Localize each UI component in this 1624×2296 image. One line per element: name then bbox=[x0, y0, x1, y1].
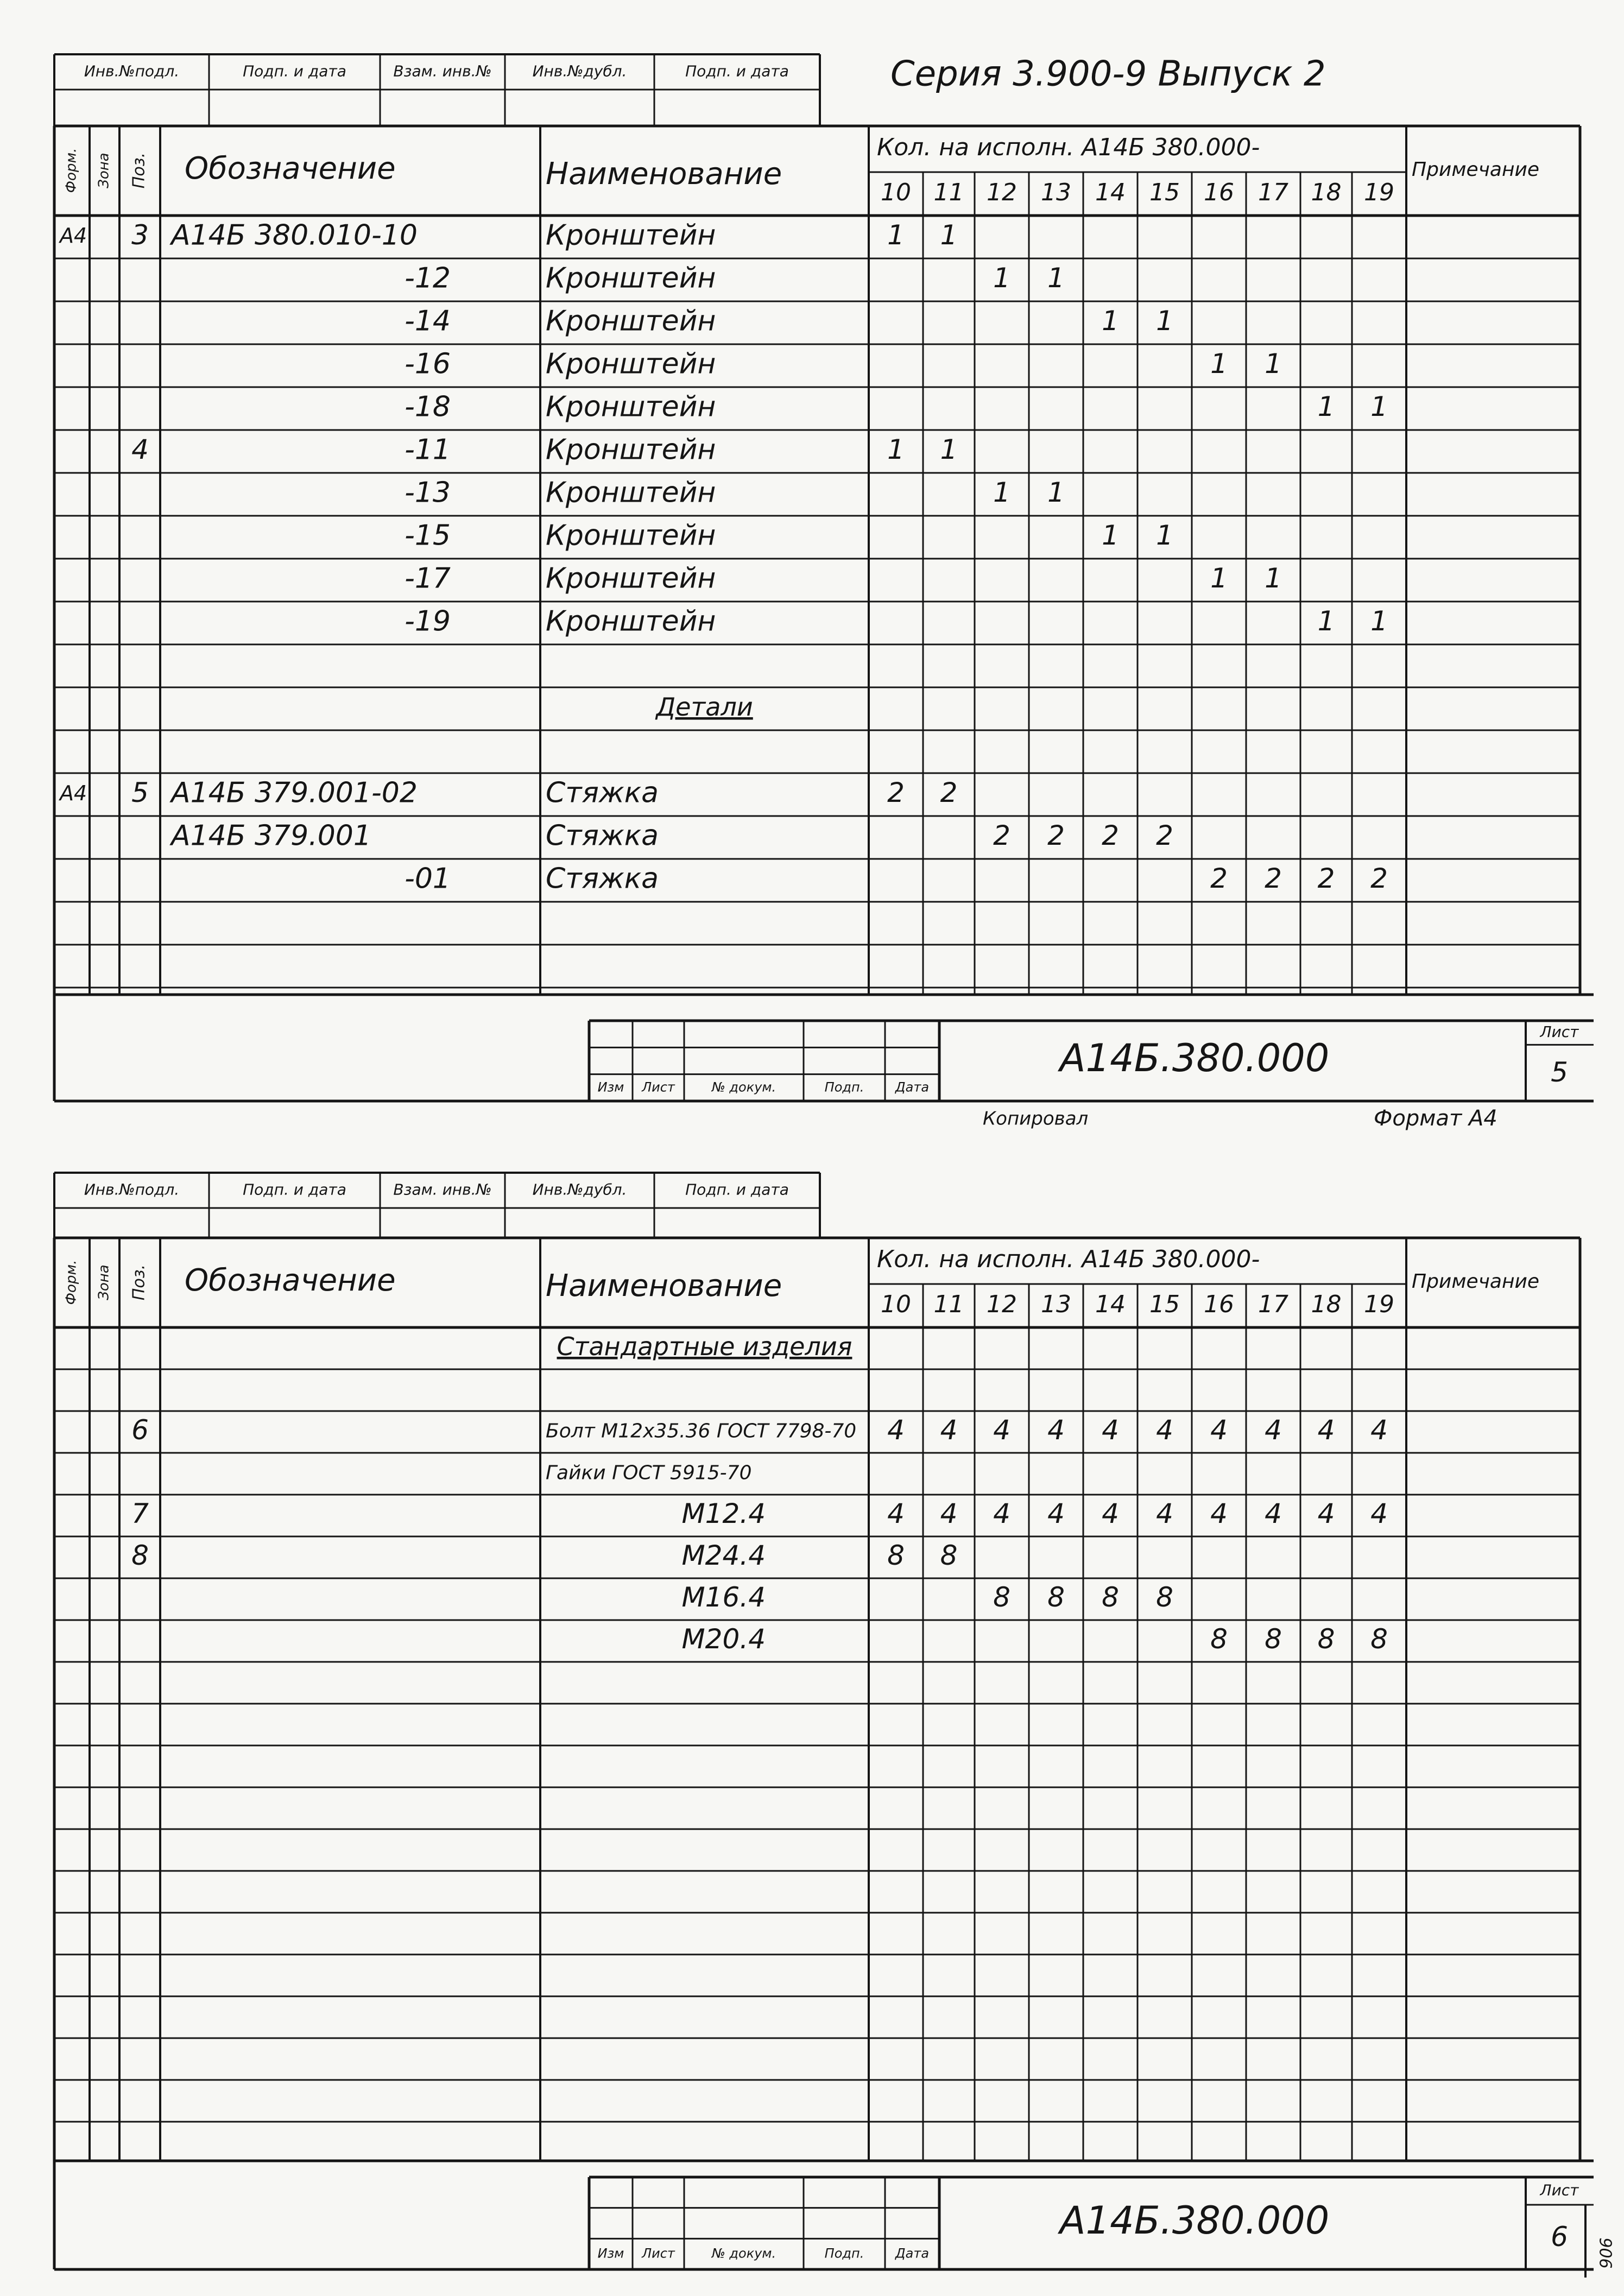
name-cell: Кронштейн bbox=[546, 476, 716, 509]
stamp-label: Взам. инв.№ bbox=[393, 1180, 492, 1199]
name-cell: Кронштейн bbox=[546, 390, 716, 423]
name-cell: М16.4 bbox=[681, 1582, 766, 1613]
header-variant-10: 10 bbox=[881, 179, 911, 206]
name-cell: Кронштейн bbox=[546, 305, 716, 338]
format-cell: А4 bbox=[60, 224, 87, 248]
header-variant-17: 17 bbox=[1258, 1291, 1288, 1318]
stamp-label: Инв.№дубл. bbox=[532, 1180, 627, 1199]
sheet-number: 6 bbox=[1551, 2221, 1568, 2253]
title-block-label: Подп. bbox=[824, 2246, 864, 2261]
stamp-label: Подп. и дата bbox=[243, 1180, 346, 1199]
name-cell: М20.4 bbox=[681, 1623, 766, 1655]
qty-cell: 2 bbox=[1047, 820, 1065, 851]
stamp-label: Инв.№дубл. bbox=[532, 62, 627, 80]
header-format: Форм. bbox=[63, 1260, 80, 1305]
name-cell: Стяжка bbox=[546, 862, 659, 895]
header-variant-15: 15 bbox=[1149, 179, 1180, 206]
designation-cell: -13 bbox=[405, 476, 451, 509]
qty-cell: 4 bbox=[993, 1498, 1010, 1529]
qty-cell: 8 bbox=[1370, 1623, 1388, 1655]
qty-cell: 4 bbox=[1156, 1498, 1173, 1529]
header-variant-14: 14 bbox=[1095, 179, 1126, 206]
qty-cell: 8 bbox=[887, 1540, 905, 1571]
stamp-label: Инв.№подл. bbox=[84, 62, 180, 80]
stamp-label: Подп. и дата bbox=[685, 62, 789, 80]
qty-cell: 2 bbox=[1317, 863, 1335, 894]
name-cell: Кронштейн bbox=[546, 519, 716, 552]
header-variant-18: 18 bbox=[1311, 1291, 1342, 1318]
qty-cell: 4 bbox=[1317, 1498, 1335, 1529]
name-cell: Болт М12х35.36 ГОСТ 7798-70 bbox=[546, 1420, 857, 1443]
qty-cell: 2 bbox=[887, 777, 905, 808]
qty-cell: 4 bbox=[1265, 1414, 1282, 1446]
stamp-label: Взам. инв.№ bbox=[393, 62, 492, 80]
qty-cell: 1 bbox=[1210, 562, 1228, 594]
qty-cell: 1 bbox=[1156, 520, 1173, 551]
designation-cell: -19 bbox=[405, 605, 451, 638]
qty-cell: 4 bbox=[887, 1414, 905, 1446]
header-variant-14: 14 bbox=[1095, 1291, 1126, 1318]
header-variant-16: 16 bbox=[1204, 1291, 1234, 1318]
designation-cell: А14Б 380.010-10 bbox=[171, 219, 418, 252]
sheet-1 bbox=[54, 54, 1594, 1101]
sheet-2 bbox=[54, 1173, 1594, 2269]
qty-cell: 4 bbox=[1370, 1414, 1388, 1446]
designation-cell: -15 bbox=[405, 519, 451, 552]
page-number-side: 906 bbox=[1597, 2237, 1616, 2269]
name-cell: Кронштейн bbox=[546, 262, 716, 295]
designation-cell: -11 bbox=[405, 433, 451, 466]
qty-cell: 2 bbox=[940, 777, 958, 808]
pos-cell: 6 bbox=[131, 1414, 149, 1446]
header-note: Примечание bbox=[1412, 1270, 1540, 1293]
pos-cell: 7 bbox=[131, 1498, 149, 1529]
qty-cell: 1 bbox=[993, 477, 1010, 508]
qty-cell: 1 bbox=[940, 434, 958, 465]
qty-cell: 4 bbox=[1265, 1498, 1282, 1529]
qty-cell: 8 bbox=[1317, 1623, 1335, 1655]
name-cell: Кронштейн bbox=[546, 605, 716, 638]
title-block-label: Дата bbox=[895, 1079, 930, 1095]
qty-cell: 1 bbox=[887, 434, 905, 465]
format-cell: А4 bbox=[60, 781, 87, 805]
header-name: Наименование bbox=[546, 156, 782, 192]
pos-cell: 4 bbox=[131, 434, 149, 465]
name-cell: Кронштейн bbox=[546, 219, 716, 252]
header-qty-group: Кол. на исполн. А14Б 380.000- bbox=[877, 134, 1260, 161]
title-block-label: № докум. bbox=[711, 2246, 776, 2261]
name-cell: Кронштейн bbox=[546, 562, 716, 595]
header-variant-11: 11 bbox=[933, 1291, 964, 1318]
header-variant-18: 18 bbox=[1311, 179, 1342, 206]
designation-cell: -14 bbox=[405, 305, 451, 338]
qty-cell: 4 bbox=[1047, 1498, 1065, 1529]
header-variant-19: 19 bbox=[1364, 179, 1394, 206]
qty-cell: 4 bbox=[1102, 1498, 1119, 1529]
title-block-label: № докум. bbox=[711, 1079, 776, 1095]
header-variant-11: 11 bbox=[933, 179, 964, 206]
sheet-number: 5 bbox=[1551, 1057, 1568, 1089]
designation-cell: -18 bbox=[405, 390, 451, 423]
qty-cell: 2 bbox=[1102, 820, 1119, 851]
qty-cell: 4 bbox=[887, 1498, 905, 1529]
header-designation: Обозначение bbox=[185, 1263, 396, 1299]
header-pos: Поз. bbox=[129, 1264, 149, 1301]
title-block-label: Дата bbox=[895, 2246, 930, 2261]
stamp-label: Подп. и дата bbox=[243, 62, 346, 80]
stamp-label: Подп. и дата bbox=[685, 1180, 789, 1199]
qty-cell: 4 bbox=[1156, 1414, 1173, 1446]
header-variant-17: 17 bbox=[1258, 179, 1288, 206]
designation-cell: -16 bbox=[405, 347, 451, 381]
header-variant-15: 15 bbox=[1149, 1291, 1180, 1318]
name-cell: Кронштейн bbox=[546, 433, 716, 466]
stamp-label: Инв.№подл. bbox=[84, 1180, 180, 1199]
qty-cell: 1 bbox=[1317, 391, 1335, 422]
qty-cell: 4 bbox=[993, 1414, 1010, 1446]
qty-cell: 4 bbox=[1370, 1498, 1388, 1529]
qty-cell: 1 bbox=[1317, 605, 1335, 637]
pos-cell: 3 bbox=[131, 219, 149, 251]
title-block-label: Изм bbox=[597, 2246, 624, 2261]
qty-cell: 1 bbox=[1265, 562, 1282, 594]
header-variant-12: 12 bbox=[987, 1291, 1017, 1318]
qty-cell: 1 bbox=[1047, 477, 1065, 508]
qty-cell: 2 bbox=[1210, 863, 1228, 894]
qty-cell: 8 bbox=[1047, 1582, 1065, 1613]
qty-cell: 4 bbox=[1210, 1498, 1228, 1529]
qty-cell: 1 bbox=[993, 262, 1010, 294]
qty-cell: 1 bbox=[1102, 520, 1119, 551]
designation-cell: А14Б 379.001 bbox=[171, 819, 371, 852]
section-heading: Стандартные изделия bbox=[557, 1332, 852, 1361]
name-cell: Стяжка bbox=[546, 776, 659, 809]
designation-cell: А14Б 379.001-02 bbox=[171, 776, 418, 809]
qty-cell: 4 bbox=[940, 1414, 958, 1446]
qty-cell: 4 bbox=[940, 1498, 958, 1529]
header-variant-13: 13 bbox=[1041, 1291, 1071, 1318]
name-cell: Гайки ГОСТ 5915-70 bbox=[546, 1462, 752, 1484]
qty-cell: 4 bbox=[1047, 1414, 1065, 1446]
title-block-label: Лист bbox=[642, 2246, 675, 2261]
section-heading: Детали bbox=[656, 692, 753, 722]
qty-cell: 8 bbox=[940, 1540, 958, 1571]
header-pos: Поз. bbox=[129, 152, 149, 189]
header-variant-13: 13 bbox=[1041, 179, 1071, 206]
qty-cell: 1 bbox=[1047, 262, 1065, 294]
name-cell: Стяжка bbox=[546, 819, 659, 852]
qty-cell: 8 bbox=[1210, 1623, 1228, 1655]
designation-cell: -01 bbox=[405, 862, 451, 895]
name-cell: Кронштейн bbox=[546, 347, 716, 381]
qty-cell: 8 bbox=[993, 1582, 1010, 1613]
qty-cell: 8 bbox=[1156, 1582, 1173, 1613]
header-name: Наименование bbox=[546, 1268, 782, 1304]
qty-cell: 1 bbox=[1265, 348, 1282, 379]
qty-cell: 2 bbox=[1370, 863, 1388, 894]
document-code: А14Б.380.000 bbox=[1059, 2198, 1330, 2243]
qty-cell: 1 bbox=[1102, 305, 1119, 337]
title-block-label: Лист bbox=[642, 1079, 675, 1095]
header-format: Форм. bbox=[63, 148, 80, 193]
header-qty-group: Кол. на исполн. А14Б 380.000- bbox=[877, 1245, 1260, 1273]
document-code: А14Б.380.000 bbox=[1059, 1036, 1330, 1081]
sheet-label: Лист bbox=[1540, 2181, 1579, 2199]
name-cell: М24.4 bbox=[681, 1540, 766, 1571]
header-variant-16: 16 bbox=[1204, 179, 1234, 206]
qty-cell: 1 bbox=[1156, 305, 1173, 337]
qty-cell: 4 bbox=[1102, 1414, 1119, 1446]
sheet-label: Лист bbox=[1540, 1023, 1579, 1041]
title-block-label: Изм bbox=[597, 1079, 624, 1095]
qty-cell: 1 bbox=[1370, 391, 1388, 422]
header-designation: Обозначение bbox=[185, 151, 396, 187]
header-variant-10: 10 bbox=[881, 1291, 911, 1318]
qty-cell: 1 bbox=[940, 219, 958, 251]
qty-cell: 1 bbox=[887, 219, 905, 251]
header-variant-19: 19 bbox=[1364, 1291, 1394, 1318]
pos-cell: 5 bbox=[131, 777, 149, 808]
name-cell: М12.4 bbox=[681, 1498, 766, 1529]
header-zone: Зона bbox=[96, 1264, 112, 1300]
qty-cell: 2 bbox=[993, 820, 1010, 851]
qty-cell: 8 bbox=[1102, 1582, 1119, 1613]
header-variant-12: 12 bbox=[987, 179, 1017, 206]
series-header: Серия 3.900-9 Выпуск 2 bbox=[890, 54, 1326, 94]
qty-cell: 8 bbox=[1265, 1623, 1282, 1655]
title-block-label: Подп. bbox=[824, 1079, 864, 1095]
qty-cell: 4 bbox=[1317, 1414, 1335, 1446]
qty-cell: 2 bbox=[1156, 820, 1173, 851]
qty-cell: 2 bbox=[1265, 863, 1282, 894]
designation-cell: -17 bbox=[405, 562, 451, 595]
format-label: Формат А4 bbox=[1374, 1106, 1497, 1131]
qty-cell: 1 bbox=[1370, 605, 1388, 637]
qty-cell: 4 bbox=[1210, 1414, 1228, 1446]
header-zone: Зона bbox=[96, 153, 112, 188]
header-note: Примечание bbox=[1412, 159, 1540, 181]
designation-cell: -12 bbox=[405, 262, 451, 295]
qty-cell: 1 bbox=[1210, 348, 1228, 379]
copy-note: Копировал bbox=[983, 1108, 1089, 1130]
pos-cell: 8 bbox=[131, 1540, 149, 1571]
